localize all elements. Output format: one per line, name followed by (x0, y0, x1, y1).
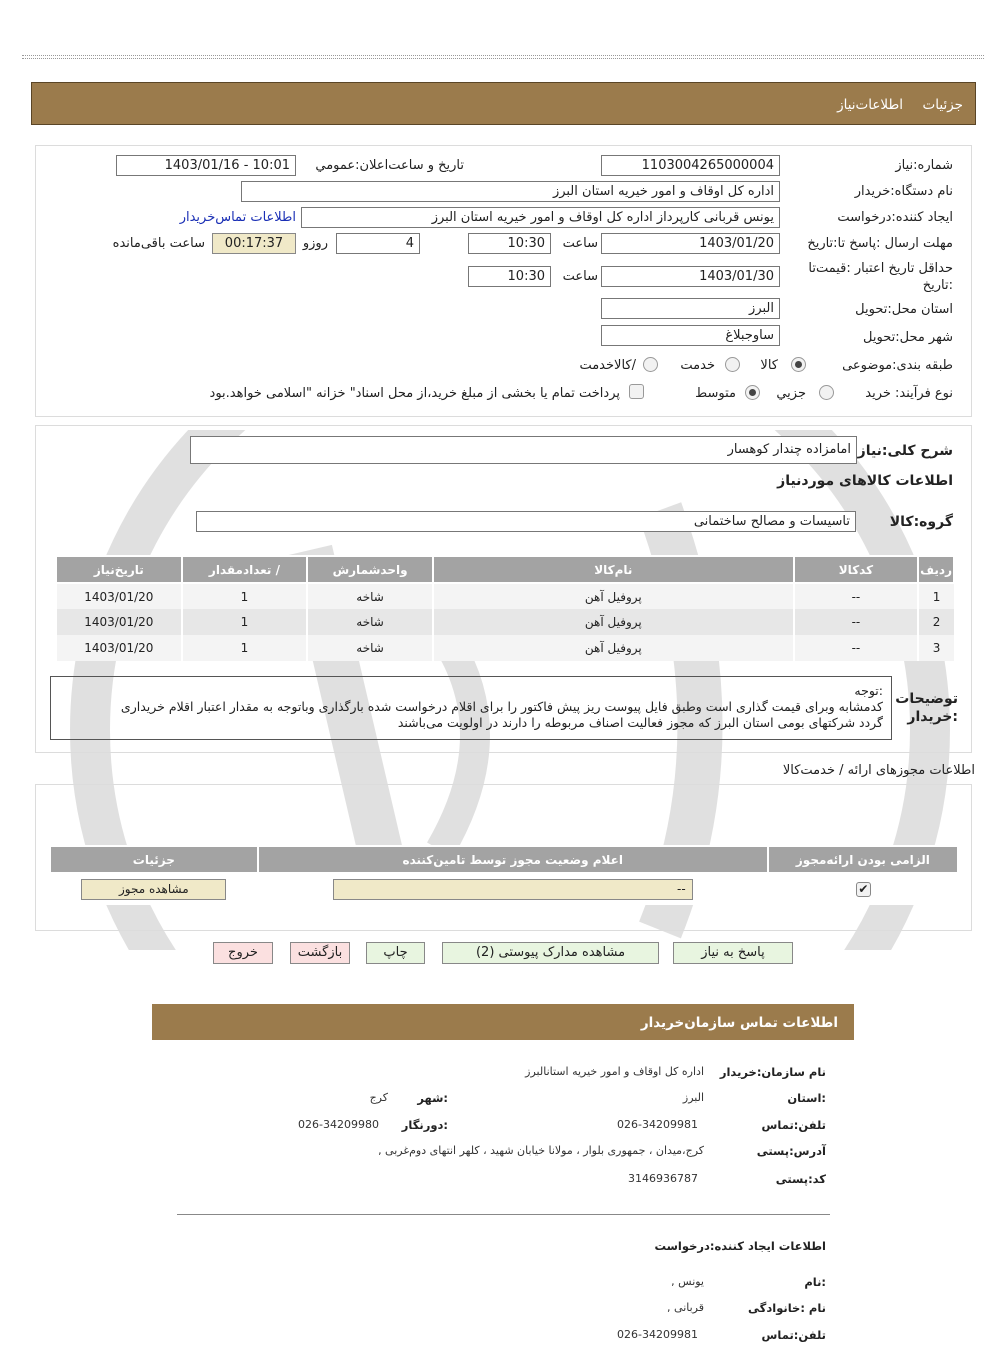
validity-time-field: 10:30 (468, 266, 551, 287)
table-row (56, 583, 954, 609)
payment-note: پرداخت تمام یا بخشی از مبلغ خرید،از محل اسناد" خزانه "اسلامی خواهد.بود (209, 386, 620, 401)
contact-fax-value: 026-34209980 (298, 1118, 379, 1131)
table-row (50, 873, 958, 905)
category-label: طبقه بندی:موضوعی (842, 358, 953, 373)
notes-box (50, 676, 892, 740)
group-label: گروه:کالا (889, 514, 953, 530)
city-label: شهر محل:تحویل (863, 330, 953, 345)
creator-family-value: قربانی , (667, 1301, 704, 1314)
process-radio-minor[interactable] (819, 385, 834, 400)
col-unit: واحدشمارش (307, 556, 433, 583)
cell-unit: شاخه (307, 609, 433, 635)
cell-code: -- (794, 583, 918, 609)
cell-row: 3 (918, 635, 954, 661)
creator-name-label: :نام (804, 1275, 826, 1289)
attachments-button[interactable]: مشاهده مدارک پیوستی (2) (442, 942, 659, 964)
creator-phone-value: 026-34209981 (617, 1328, 698, 1341)
address-label: آدرس:پستی (756, 1144, 826, 1158)
print-button[interactable]: چاپ (366, 942, 425, 964)
cell-qty: 1 (182, 635, 308, 661)
category-radio-goods[interactable] (791, 357, 806, 372)
cell-qty: 1 (182, 609, 308, 635)
top-divider (22, 55, 984, 59)
category-radio-service[interactable] (725, 357, 740, 372)
cell-qty: 1 (182, 583, 308, 609)
creator-phone-label: تلفن:تماس (761, 1328, 826, 1342)
creator-name-value: یونس , (671, 1275, 704, 1288)
contact-province-label: :استان (787, 1091, 826, 1105)
notes-line-1: :توجه (854, 683, 883, 698)
buyer-contact-link[interactable]: اطلاعات تماس‌خریدار (179, 210, 296, 225)
cell-row: 1 (918, 583, 954, 609)
announce-field: 1403/01/16 - 10:01 (116, 155, 296, 176)
col-qty: / تعدادمقدار (182, 556, 308, 583)
contact-city-label: :شهر (417, 1091, 448, 1105)
view-license-button[interactable]: مشاهده مجوز (81, 879, 226, 900)
payment-checkbox[interactable] (629, 384, 644, 399)
creator-family-label: نام :خانوادگی (748, 1301, 826, 1315)
reply-button[interactable]: پاسخ به نیاز (673, 942, 793, 964)
cell-code: -- (794, 609, 918, 635)
contact-phone-label: تلفن:تماس (761, 1118, 826, 1132)
cell-date: 1403/01/20 (56, 583, 182, 609)
goods-table (55, 555, 955, 661)
page-title-bar (31, 82, 976, 125)
category-option-goods: کالا (760, 358, 778, 373)
license-status-field: -- (333, 879, 693, 900)
validity-time-label: ساعت (562, 269, 598, 284)
deadline-label: مهلت ارسال :پاسخ تا:تاریخ (807, 236, 953, 251)
required-checkbox[interactable]: ✔ (856, 882, 871, 897)
buyer-field: اداره کل اوقاف و امور خیریه استان البرز (241, 181, 780, 202)
desc-field: امامزاده چندار کوهسار (190, 436, 857, 464)
cell-name: پروفیل آهن (433, 609, 794, 635)
days-label: روزو (302, 236, 328, 251)
col-date: تاریخ‌نیاز (56, 556, 182, 583)
breadcrumb-details[interactable]: جزئیات (922, 97, 963, 113)
address-value: کرج،میدان ، جمهوری بلوار ، مولانا خیابان شهید ، کلهر انتهای دوم‌غربی , (378, 1144, 704, 1157)
deadline-time-label: ساعت (562, 236, 598, 251)
creator-info-title: اطلاعات ایجاد کننده:درخواست (654, 1239, 826, 1253)
cell-date: 1403/01/20 (56, 635, 182, 661)
cell-date: 1403/01/20 (56, 609, 182, 635)
remaining-timer: 00:17:37 (212, 233, 296, 254)
contact-title: اطلاعات تماس سازمان‌خریدار (640, 1015, 838, 1031)
creator-label: ایجاد کننده:درخواست (837, 210, 953, 225)
contact-divider (177, 1214, 830, 1215)
category-radio-both[interactable] (643, 357, 658, 372)
col-status: اعلام وضعیت مجوز توسط تامین‌کننده (258, 846, 768, 873)
days-field: 4 (336, 233, 420, 254)
announce-label: تاریخ و ساعت‌اعلان:عمومي (315, 158, 464, 173)
postal-value: 3146936787 (628, 1172, 698, 1185)
col-row: ردیف (918, 556, 954, 583)
need-number-label: شماره:نیاز (895, 158, 953, 173)
contact-title-bar (152, 1004, 854, 1040)
cell-details (50, 873, 258, 905)
col-required: الزامی بودن ارائه‌مجوز (768, 846, 958, 873)
license-section-title: اطلاعات مجوزهای ارائه / خدمت‌کالا (782, 763, 975, 778)
cell-code: -- (794, 635, 918, 661)
group-field: تاسیسات و مصالح ساختمانی (196, 511, 856, 532)
contact-fax-label: :دورنگار (401, 1118, 448, 1132)
process-radio-medium[interactable] (745, 385, 760, 400)
validity-date-field: 1403/01/30 (601, 266, 780, 287)
cell-required (768, 873, 958, 905)
notes-line-2: کدمشابه وبرای قیمت گذاری است وطبق فایل پیوست ریز پیش فاکتور را برای اقلام درخواست شده بارگذاری وباتوجه به مقدار اعتبار اقلام خریداری (120, 699, 883, 714)
contact-province-value: البرز (682, 1091, 704, 1104)
deadline-date-field: 1403/01/20 (601, 233, 780, 254)
remaining-label: ساعت باقی‌مانده (112, 236, 205, 251)
table-row (56, 635, 954, 661)
buyer-label: نام دستگاه:خریدار (854, 184, 953, 199)
cell-row: 2 (918, 609, 954, 635)
cell-name: پروفیل آهن (433, 635, 794, 661)
cell-unit: شاخه (307, 583, 433, 609)
category-option-service: خدمت (680, 358, 715, 373)
goods-section-title: اطلاعات کالاهای موردنیاز (777, 473, 953, 489)
back-button[interactable]: بازگشت (290, 942, 350, 964)
category-option-both: /کالاخدمت (579, 358, 636, 373)
deadline-time-field: 10:30 (468, 233, 551, 254)
col-code: کدکالا (794, 556, 918, 583)
cell-name: پروفیل آهن (433, 583, 794, 609)
notes-line-3: گردد شرکتهای بومی استان البرز که مجوز فعالیت اصناف مربوطه را دارند در اولویت می‌باشند (397, 715, 883, 730)
org-value: اداره کل اوقاف و امور خیریه استانالبرز (525, 1065, 704, 1078)
license-table (49, 845, 959, 905)
org-label: نام سازمان:خریدار (719, 1065, 826, 1079)
process-option-medium: متوسط (695, 386, 736, 401)
process-label: نوع فرآیند: خرید (865, 386, 953, 401)
cell-status (258, 873, 768, 905)
col-name: نام‌کالا (433, 556, 794, 583)
postal-label: کد:پستی (775, 1172, 826, 1186)
cell-unit: شاخه (307, 635, 433, 661)
province-label: استان محل:تحویل (855, 302, 953, 317)
notes-label: توضیحات :خریدار (895, 691, 958, 725)
breadcrumb-need-info[interactable]: اطلاعات‌نیاز (837, 97, 903, 113)
creator-field: یونس قربانی کارپرداز اداره کل اوقاف و امور خیریه استان البرز (301, 207, 780, 228)
need-number-field: 1103004265000004 (601, 155, 780, 176)
exit-button[interactable]: خروج (213, 942, 273, 964)
desc-label: شرح کلی:نیاز (857, 443, 953, 459)
contact-city-value: کرج (369, 1091, 388, 1104)
province-field: البرز (601, 298, 780, 319)
process-option-minor: جزيي (776, 386, 806, 401)
col-details: جزئیات (50, 846, 258, 873)
validity-label: حداقل تاریخ اعتبار :قیمت‌تا :تاریخ (808, 261, 953, 293)
table-row (56, 609, 954, 635)
city-field: ساوجبلاغ (601, 325, 780, 346)
contact-phone-value: 026-34209981 (617, 1118, 698, 1131)
